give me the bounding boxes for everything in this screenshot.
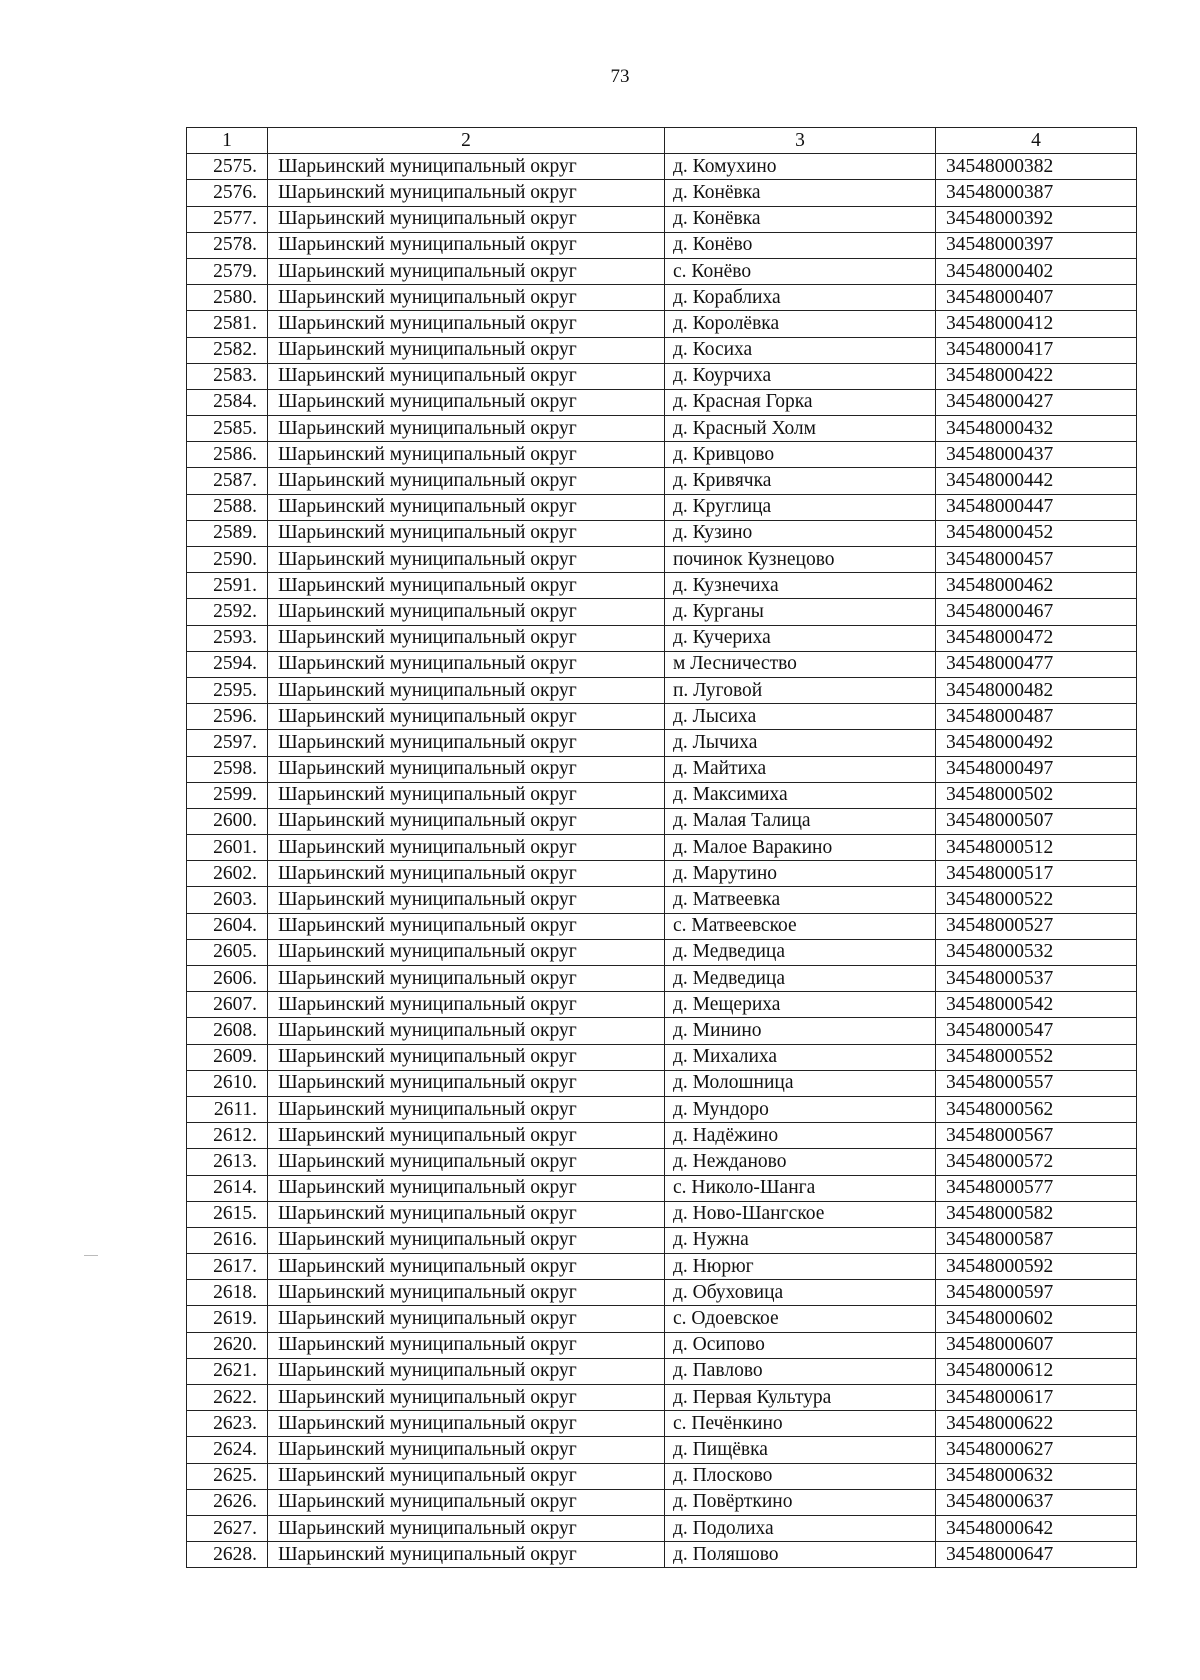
oktmo-code-cell: 34548000437 xyxy=(936,442,1137,468)
district-cell: Шарьинский муниципальный округ xyxy=(268,1437,665,1463)
oktmo-code-cell: 34548000572 xyxy=(936,1149,1137,1175)
settlement-cell: д. Подолиха xyxy=(665,1515,936,1541)
row-number-cell: 2611. xyxy=(187,1096,268,1122)
row-number-cell: 2612. xyxy=(187,1123,268,1149)
district-cell: Шарьинский муниципальный округ xyxy=(268,258,665,284)
table-row xyxy=(187,808,1137,834)
row-number-cell: 2608. xyxy=(187,1018,268,1044)
district-cell: Шарьинский муниципальный округ xyxy=(268,966,665,992)
oktmo-code-cell: 34548000402 xyxy=(936,258,1137,284)
district-cell: Шарьинский муниципальный округ xyxy=(268,206,665,232)
district-cell: Шарьинский муниципальный округ xyxy=(268,389,665,415)
row-number-cell: 2621. xyxy=(187,1358,268,1384)
column-header-2: 2 xyxy=(268,128,665,154)
oktmo-code-cell: 34548000647 xyxy=(936,1542,1137,1568)
table-row xyxy=(187,520,1137,546)
settlement-cell: д. Надёжино xyxy=(665,1123,936,1149)
row-number-cell: 2602. xyxy=(187,861,268,887)
row-number-cell: 2595. xyxy=(187,677,268,703)
oktmo-code-cell: 34548000512 xyxy=(936,835,1137,861)
settlement-cell: д. Нюрюг xyxy=(665,1254,936,1280)
table-row xyxy=(187,887,1137,913)
row-number-cell: 2616. xyxy=(187,1227,268,1253)
row-number-cell: 2596. xyxy=(187,704,268,730)
settlement-cell: д. Малое Варакино xyxy=(665,835,936,861)
row-number-cell: 2606. xyxy=(187,966,268,992)
oktmo-code-cell: 34548000632 xyxy=(936,1463,1137,1489)
row-number-cell: 2593. xyxy=(187,625,268,651)
table-row xyxy=(187,547,1137,573)
oktmo-code-cell: 34548000602 xyxy=(936,1306,1137,1332)
oktmo-code-cell: 34548000432 xyxy=(936,416,1137,442)
table-row xyxy=(187,913,1137,939)
settlement-cell: с. Николо-Шанга xyxy=(665,1175,936,1201)
oktmo-code-cell: 34548000527 xyxy=(936,913,1137,939)
row-number-cell: 2580. xyxy=(187,285,268,311)
row-number-cell: 2626. xyxy=(187,1489,268,1515)
district-cell: Шарьинский муниципальный округ xyxy=(268,625,665,651)
district-cell: Шарьинский муниципальный округ xyxy=(268,520,665,546)
district-cell: Шарьинский муниципальный округ xyxy=(268,861,665,887)
table-row xyxy=(187,1280,1137,1306)
settlement-registry-table xyxy=(186,127,1137,1568)
district-cell: Шарьинский муниципальный округ xyxy=(268,808,665,834)
district-cell: Шарьинский муниципальный округ xyxy=(268,1123,665,1149)
oktmo-code-cell: 34548000552 xyxy=(936,1044,1137,1070)
district-cell: Шарьинский муниципальный округ xyxy=(268,1227,665,1253)
settlement-cell: д. Матвеевка xyxy=(665,887,936,913)
settlement-cell: д. Кривцово xyxy=(665,442,936,468)
row-number-cell: 2617. xyxy=(187,1254,268,1280)
table-row xyxy=(187,1044,1137,1070)
oktmo-code-cell: 34548000557 xyxy=(936,1070,1137,1096)
district-cell: Шарьинский муниципальный округ xyxy=(268,1175,665,1201)
settlement-cell: д. Повёрткино xyxy=(665,1489,936,1515)
oktmo-code-cell: 34548000447 xyxy=(936,494,1137,520)
settlement-cell: д. Пищёвка xyxy=(665,1437,936,1463)
table-row xyxy=(187,939,1137,965)
row-number-cell: 2577. xyxy=(187,206,268,232)
row-number-cell: 2620. xyxy=(187,1332,268,1358)
row-number-cell: 2587. xyxy=(187,468,268,494)
district-cell: Шарьинский муниципальный округ xyxy=(268,1201,665,1227)
district-cell: Шарьинский муниципальный округ xyxy=(268,468,665,494)
oktmo-code-cell: 34548000597 xyxy=(936,1280,1137,1306)
settlement-cell: д. Плосково xyxy=(665,1463,936,1489)
settlement-cell: д. Ново-Шангское xyxy=(665,1201,936,1227)
oktmo-code-cell: 34548000582 xyxy=(936,1201,1137,1227)
settlement-cell: д. Первая Культура xyxy=(665,1385,936,1411)
settlement-cell: п. Луговой xyxy=(665,677,936,703)
header-row xyxy=(187,128,1137,154)
settlement-cell: м Лесничество xyxy=(665,651,936,677)
row-number-cell: 2594. xyxy=(187,651,268,677)
table-row xyxy=(187,1542,1137,1568)
table-row xyxy=(187,468,1137,494)
oktmo-code-cell: 34548000392 xyxy=(936,206,1137,232)
row-number-cell: 2605. xyxy=(187,939,268,965)
table-row xyxy=(187,625,1137,651)
oktmo-code-cell: 34548000547 xyxy=(936,1018,1137,1044)
settlement-cell: д. Лысиха xyxy=(665,704,936,730)
row-number-cell: 2576. xyxy=(187,180,268,206)
table-row xyxy=(187,1227,1137,1253)
district-cell: Шарьинский муниципальный округ xyxy=(268,1332,665,1358)
table-row xyxy=(187,1358,1137,1384)
row-number-cell: 2610. xyxy=(187,1070,268,1096)
table-row xyxy=(187,704,1137,730)
settlement-cell: д. Максимиха xyxy=(665,782,936,808)
table-row xyxy=(187,1096,1137,1122)
settlement-cell: д. Круглица xyxy=(665,494,936,520)
column-header-1: 1 xyxy=(187,128,268,154)
row-number-cell: 2622. xyxy=(187,1385,268,1411)
oktmo-code-cell: 34548000477 xyxy=(936,651,1137,677)
settlement-cell: д. Обуховица xyxy=(665,1280,936,1306)
table-body xyxy=(187,154,1137,1568)
settlement-cell: д. Майтиха xyxy=(665,756,936,782)
row-number-cell: 2618. xyxy=(187,1280,268,1306)
table-row xyxy=(187,1018,1137,1044)
row-number-cell: 2589. xyxy=(187,520,268,546)
table-row xyxy=(187,756,1137,782)
settlement-cell: д. Кузино xyxy=(665,520,936,546)
settlement-cell: д. Мещериха xyxy=(665,992,936,1018)
settlement-cell: починок Кузнецово xyxy=(665,547,936,573)
oktmo-code-cell: 34548000627 xyxy=(936,1437,1137,1463)
oktmo-code-cell: 34548000542 xyxy=(936,992,1137,1018)
table-header xyxy=(187,128,1137,154)
oktmo-code-cell: 34548000462 xyxy=(936,573,1137,599)
district-cell: Шарьинский муниципальный округ xyxy=(268,835,665,861)
oktmo-code-cell: 34548000422 xyxy=(936,363,1137,389)
oktmo-code-cell: 34548000407 xyxy=(936,285,1137,311)
table-row xyxy=(187,416,1137,442)
settlement-cell: д. Лычиха xyxy=(665,730,936,756)
row-number-cell: 2583. xyxy=(187,363,268,389)
oktmo-code-cell: 34548000607 xyxy=(936,1332,1137,1358)
table-row xyxy=(187,835,1137,861)
row-number-cell: 2623. xyxy=(187,1411,268,1437)
oktmo-code-cell: 34548000417 xyxy=(936,337,1137,363)
oktmo-code-cell: 34548000467 xyxy=(936,599,1137,625)
district-cell: Шарьинский муниципальный округ xyxy=(268,1149,665,1175)
row-number-cell: 2603. xyxy=(187,887,268,913)
oktmo-code-cell: 34548000562 xyxy=(936,1096,1137,1122)
district-cell: Шарьинский муниципальный округ xyxy=(268,1411,665,1437)
table-row xyxy=(187,363,1137,389)
oktmo-code-cell: 34548000502 xyxy=(936,782,1137,808)
row-number-cell: 2575. xyxy=(187,154,268,180)
row-number-cell: 2601. xyxy=(187,835,268,861)
settlement-cell: д. Кузнечиха xyxy=(665,573,936,599)
settlement-cell: д. Косиха xyxy=(665,337,936,363)
table-row xyxy=(187,206,1137,232)
oktmo-code-cell: 34548000387 xyxy=(936,180,1137,206)
oktmo-code-cell: 34548000517 xyxy=(936,861,1137,887)
table-row xyxy=(187,966,1137,992)
oktmo-code-cell: 34548000577 xyxy=(936,1175,1137,1201)
table-row xyxy=(187,861,1137,887)
settlement-cell: д. Павлово xyxy=(665,1358,936,1384)
oktmo-code-cell: 34548000637 xyxy=(936,1489,1137,1515)
district-cell: Шарьинский муниципальный округ xyxy=(268,363,665,389)
settlement-cell: д. Кораблиха xyxy=(665,285,936,311)
district-cell: Шарьинский муниципальный округ xyxy=(268,1515,665,1541)
table-row xyxy=(187,992,1137,1018)
oktmo-code-cell: 34548000442 xyxy=(936,468,1137,494)
settlement-cell: д. Нужна xyxy=(665,1227,936,1253)
district-cell: Шарьинский муниципальный округ xyxy=(268,232,665,258)
district-cell: Шарьинский муниципальный округ xyxy=(268,992,665,1018)
oktmo-code-cell: 34548000482 xyxy=(936,677,1137,703)
settlement-cell: д. Малая Талица xyxy=(665,808,936,834)
settlement-cell: д. Конёвка xyxy=(665,206,936,232)
oktmo-code-cell: 34548000617 xyxy=(936,1385,1137,1411)
table-row xyxy=(187,1437,1137,1463)
table-row xyxy=(187,1306,1137,1332)
oktmo-code-cell: 34548000522 xyxy=(936,887,1137,913)
column-header-3: 3 xyxy=(665,128,936,154)
row-number-cell: 2588. xyxy=(187,494,268,520)
district-cell: Шарьинский муниципальный округ xyxy=(268,1385,665,1411)
table-row xyxy=(187,573,1137,599)
district-cell: Шарьинский муниципальный округ xyxy=(268,887,665,913)
district-cell: Шарьинский муниципальный округ xyxy=(268,180,665,206)
table-row xyxy=(187,1489,1137,1515)
oktmo-code-cell: 34548000497 xyxy=(936,756,1137,782)
settlement-cell: с. Одоевское xyxy=(665,1306,936,1332)
table-row xyxy=(187,389,1137,415)
oktmo-code-cell: 34548000507 xyxy=(936,808,1137,834)
oktmo-code-cell: 34548000622 xyxy=(936,1411,1137,1437)
table-row xyxy=(187,1123,1137,1149)
settlement-cell: д. Коурчиха xyxy=(665,363,936,389)
settlement-cell: д. Медведица xyxy=(665,966,936,992)
district-cell: Шарьинский муниципальный округ xyxy=(268,311,665,337)
oktmo-code-cell: 34548000587 xyxy=(936,1227,1137,1253)
table-row xyxy=(187,311,1137,337)
district-cell: Шарьинский муниципальный округ xyxy=(268,1044,665,1070)
row-number-cell: 2604. xyxy=(187,913,268,939)
oktmo-code-cell: 34548000532 xyxy=(936,939,1137,965)
table-row xyxy=(187,1201,1137,1227)
settlement-cell: д. Молошница xyxy=(665,1070,936,1096)
district-cell: Шарьинский муниципальный округ xyxy=(268,1070,665,1096)
oktmo-code-cell: 34548000537 xyxy=(936,966,1137,992)
table-row xyxy=(187,1254,1137,1280)
table-row xyxy=(187,677,1137,703)
row-number-cell: 2579. xyxy=(187,258,268,284)
row-number-cell: 2582. xyxy=(187,337,268,363)
district-cell: Шарьинский муниципальный округ xyxy=(268,547,665,573)
scan-mark xyxy=(84,1255,98,1256)
row-number-cell: 2627. xyxy=(187,1515,268,1541)
row-number-cell: 2581. xyxy=(187,311,268,337)
table-row xyxy=(187,651,1137,677)
district-cell: Шарьинский муниципальный округ xyxy=(268,1358,665,1384)
settlement-cell: д. Кучериха xyxy=(665,625,936,651)
row-number-cell: 2607. xyxy=(187,992,268,1018)
oktmo-code-cell: 34548000397 xyxy=(936,232,1137,258)
table-row xyxy=(187,1175,1137,1201)
row-number-cell: 2613. xyxy=(187,1149,268,1175)
table-row xyxy=(187,285,1137,311)
settlement-cell: д. Красный Холм xyxy=(665,416,936,442)
table-row xyxy=(187,258,1137,284)
district-cell: Шарьинский муниципальный округ xyxy=(268,782,665,808)
row-number-cell: 2590. xyxy=(187,547,268,573)
district-cell: Шарьинский муниципальный округ xyxy=(268,651,665,677)
row-number-cell: 2609. xyxy=(187,1044,268,1070)
oktmo-code-cell: 34548000382 xyxy=(936,154,1137,180)
row-number-cell: 2599. xyxy=(187,782,268,808)
district-cell: Шарьинский муниципальный округ xyxy=(268,756,665,782)
table-row xyxy=(187,1515,1137,1541)
table-row xyxy=(187,494,1137,520)
district-cell: Шарьинский муниципальный округ xyxy=(268,1463,665,1489)
table-row xyxy=(187,1411,1137,1437)
settlement-cell: д. Конёвка xyxy=(665,180,936,206)
row-number-cell: 2619. xyxy=(187,1306,268,1332)
district-cell: Шарьинский муниципальный округ xyxy=(268,730,665,756)
row-number-cell: 2600. xyxy=(187,808,268,834)
oktmo-code-cell: 34548000427 xyxy=(936,389,1137,415)
district-cell: Шарьинский муниципальный округ xyxy=(268,494,665,520)
settlement-cell: с. Конёво xyxy=(665,258,936,284)
table-row xyxy=(187,180,1137,206)
settlement-cell: д. Комухино xyxy=(665,154,936,180)
settlement-cell: д. Конёво xyxy=(665,232,936,258)
district-cell: Шарьинский муниципальный округ xyxy=(268,1254,665,1280)
row-number-cell: 2591. xyxy=(187,573,268,599)
row-number-cell: 2586. xyxy=(187,442,268,468)
district-cell: Шарьинский муниципальный округ xyxy=(268,1489,665,1515)
settlement-cell: д. Минино xyxy=(665,1018,936,1044)
row-number-cell: 2592. xyxy=(187,599,268,625)
column-header-4: 4 xyxy=(936,128,1137,154)
settlement-cell: д. Осипово xyxy=(665,1332,936,1358)
settlement-cell: с. Матвеевское xyxy=(665,913,936,939)
district-cell: Шарьинский муниципальный округ xyxy=(268,285,665,311)
table-row xyxy=(187,1385,1137,1411)
settlement-cell: с. Печёнкино xyxy=(665,1411,936,1437)
table-row xyxy=(187,442,1137,468)
settlement-cell: д. Михалиха xyxy=(665,1044,936,1070)
settlement-cell: д. Медведица xyxy=(665,939,936,965)
oktmo-code-cell: 34548000567 xyxy=(936,1123,1137,1149)
table-row xyxy=(187,730,1137,756)
table-row xyxy=(187,1332,1137,1358)
district-cell: Шарьинский муниципальный округ xyxy=(268,573,665,599)
settlement-cell: д. Нежданово xyxy=(665,1149,936,1175)
oktmo-code-cell: 34548000612 xyxy=(936,1358,1137,1384)
settlement-cell: д. Марутино xyxy=(665,861,936,887)
settlement-cell: д. Поляшово xyxy=(665,1542,936,1568)
table-row xyxy=(187,232,1137,258)
row-number-cell: 2585. xyxy=(187,416,268,442)
district-cell: Шарьинский муниципальный округ xyxy=(268,1306,665,1332)
oktmo-code-cell: 34548000487 xyxy=(936,704,1137,730)
district-cell: Шарьинский муниципальный округ xyxy=(268,1096,665,1122)
table-row xyxy=(187,1070,1137,1096)
oktmo-code-cell: 34548000412 xyxy=(936,311,1137,337)
settlement-cell: д. Королёвка xyxy=(665,311,936,337)
row-number-cell: 2628. xyxy=(187,1542,268,1568)
settlement-cell: д. Курганы xyxy=(665,599,936,625)
table-row xyxy=(187,154,1137,180)
row-number-cell: 2578. xyxy=(187,232,268,258)
table-row xyxy=(187,337,1137,363)
district-cell: Шарьинский муниципальный округ xyxy=(268,442,665,468)
table-row xyxy=(187,1149,1137,1175)
oktmo-code-cell: 34548000592 xyxy=(936,1254,1137,1280)
district-cell: Шарьинский муниципальный округ xyxy=(268,704,665,730)
settlement-cell: д. Кривячка xyxy=(665,468,936,494)
district-cell: Шарьинский муниципальный округ xyxy=(268,939,665,965)
row-number-cell: 2625. xyxy=(187,1463,268,1489)
oktmo-code-cell: 34548000452 xyxy=(936,520,1137,546)
district-cell: Шарьинский муниципальный округ xyxy=(268,677,665,703)
row-number-cell: 2597. xyxy=(187,730,268,756)
district-cell: Шарьинский муниципальный округ xyxy=(268,1018,665,1044)
page-number: 73 xyxy=(610,66,630,87)
district-cell: Шарьинский муниципальный округ xyxy=(268,337,665,363)
district-cell: Шарьинский муниципальный округ xyxy=(268,1280,665,1306)
district-cell: Шарьинский муниципальный округ xyxy=(268,416,665,442)
district-cell: Шарьинский муниципальный округ xyxy=(268,1542,665,1568)
table-row xyxy=(187,599,1137,625)
district-cell: Шарьинский муниципальный округ xyxy=(268,599,665,625)
row-number-cell: 2615. xyxy=(187,1201,268,1227)
oktmo-code-cell: 34548000457 xyxy=(936,547,1137,573)
row-number-cell: 2624. xyxy=(187,1437,268,1463)
row-number-cell: 2584. xyxy=(187,389,268,415)
row-number-cell: 2598. xyxy=(187,756,268,782)
oktmo-code-cell: 34548000642 xyxy=(936,1515,1137,1541)
table-row xyxy=(187,1463,1137,1489)
oktmo-code-cell: 34548000492 xyxy=(936,730,1137,756)
settlement-cell: д. Мундоро xyxy=(665,1096,936,1122)
oktmo-code-cell: 34548000472 xyxy=(936,625,1137,651)
district-cell: Шарьинский муниципальный округ xyxy=(268,913,665,939)
settlement-cell: д. Красная Горка xyxy=(665,389,936,415)
district-cell: Шарьинский муниципальный округ xyxy=(268,154,665,180)
table-row xyxy=(187,782,1137,808)
row-number-cell: 2614. xyxy=(187,1175,268,1201)
